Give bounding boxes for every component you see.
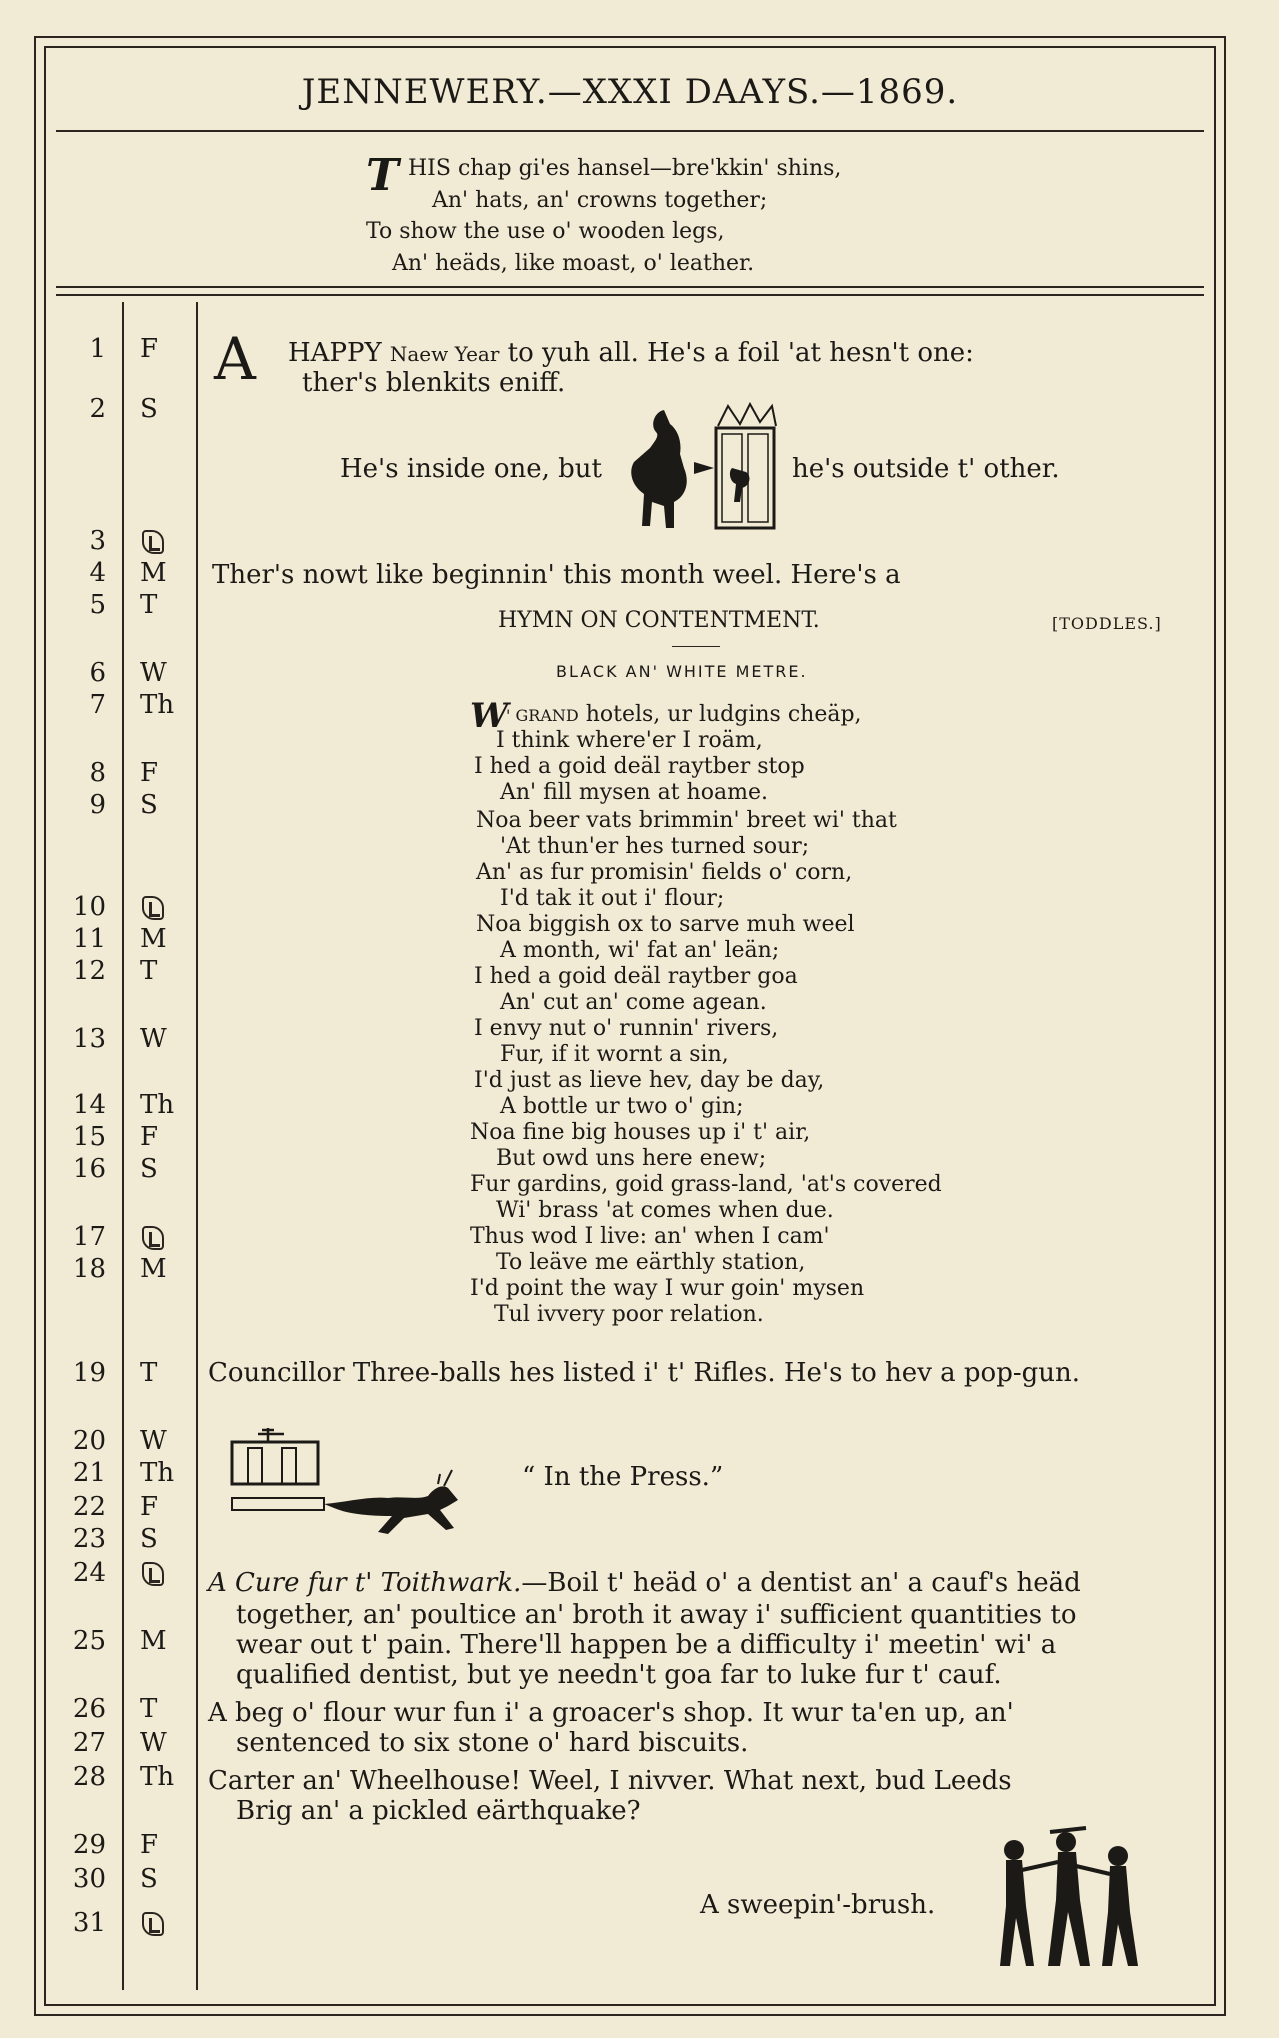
day-number: 1: [89, 334, 106, 364]
sweep-figures-illustration: [986, 1826, 1148, 1976]
verse-drop-cap: T: [366, 150, 399, 201]
page-title: JENNEWERY.—XXXI DAAYS.—1869.: [301, 72, 959, 112]
day-number: 25: [72, 1626, 106, 1656]
day-name: T: [140, 956, 158, 986]
carter-note-2: Brig an' a pickled eärthquake?: [236, 1796, 641, 1826]
day-number: 21: [72, 1458, 106, 1488]
day-number: 8: [89, 758, 106, 788]
header-rule: [56, 130, 1204, 132]
day-name: F: [140, 758, 159, 788]
poem-line: I hed a goid deäl raytber stop: [474, 754, 805, 779]
day-number: 5: [89, 590, 106, 620]
poem-line: I'd just as lieve hev, day be day,: [474, 1068, 825, 1093]
poem-first-line: [506, 702, 862, 727]
day-number: 15: [72, 1122, 106, 1152]
poem-drop-cap: W: [470, 696, 509, 736]
poem-line: I hed a goid deäl raytber goa: [474, 964, 798, 989]
day-name: F: [140, 1492, 159, 1522]
day-name: F: [140, 1122, 159, 1152]
poem-line: But owd uns here enew;: [496, 1146, 767, 1171]
day-number: 4: [89, 558, 106, 588]
sunday-glyph-icon: [142, 1226, 164, 1250]
day-name: Th: [140, 1762, 175, 1792]
poem-line: Fur gardins, goid grass-land, 'at's covered: [470, 1172, 942, 1197]
poem-line: I'd point the way I wur goin' mysen: [470, 1276, 865, 1301]
verse-line: HIS chap gi'es hansel—bre'kkin' shins,: [408, 156, 842, 181]
hymn-title-rule: [672, 646, 720, 647]
poem-line: An' as fur promisin' fields o' corn,: [476, 860, 853, 885]
poem-line: Tul ivvery poor relation.: [494, 1302, 764, 1327]
new-year-happy: HAPPY: [288, 338, 382, 368]
flour-note-2: sentenced to six stone o' hard biscuits.: [236, 1728, 749, 1758]
poem-line: Noa beer vats brimmin' breet wi' that: [476, 808, 897, 833]
day-name: W: [140, 658, 167, 688]
poem-line: I'd tak it out i' flour;: [500, 886, 725, 911]
press-dog-illustration: [228, 1426, 492, 1552]
caption-inside: He's inside one, but: [340, 454, 602, 484]
day-name: M: [140, 1254, 167, 1284]
day-name: M: [140, 1626, 167, 1656]
poem-first-small-caps: ' GRAND: [506, 706, 579, 725]
poem-line: An' fill mysen at hoame.: [500, 780, 768, 805]
councillor-note: Councillor Three-balls hes listed i' t' Rifles. He's to hev a pop-gun.: [208, 1358, 1081, 1388]
new-year-line: [288, 338, 974, 368]
poem-line: Noa fine big houses up i' t' air,: [470, 1120, 811, 1145]
day-name: Th: [140, 1090, 175, 1120]
day-number: 16: [72, 1154, 106, 1184]
poem-line: To leäve me eärthly station,: [496, 1250, 806, 1275]
sunday-glyph-icon: [142, 896, 164, 920]
poem-line: Noa biggish ox to sarve muh weel: [476, 912, 855, 937]
poem-line: Fur, if it wornt a sin,: [500, 1042, 729, 1067]
poem-line: Wi' brass 'at comes when due.: [496, 1198, 834, 1223]
day-number: 18: [72, 1254, 106, 1284]
day-number: 6: [89, 658, 106, 688]
in-the-press: “ In the Press.”: [522, 1462, 724, 1492]
day-name-column-divider: [196, 302, 198, 1990]
poem-line: A bottle ur two o' gin;: [500, 1094, 744, 1119]
day-name: S: [140, 1524, 158, 1554]
cure-line: wear out t' pain. There'll happen be a difficulty i' meetin' wi' a: [236, 1630, 1057, 1660]
day-name: Th: [140, 1458, 175, 1488]
day-number: 11: [72, 924, 106, 954]
sweep-caption: A sweepin'-brush.: [700, 1890, 936, 1920]
day-number: 28: [72, 1762, 106, 1792]
day-number: 9: [89, 790, 106, 820]
day-number: 30: [72, 1864, 106, 1894]
day-name: W: [140, 1426, 167, 1456]
day-number: 17: [72, 1222, 106, 1252]
cat-window-illustration: [624, 402, 788, 534]
day-number: 7: [89, 690, 106, 720]
day-name: S: [140, 394, 158, 424]
day-number: 14: [72, 1090, 106, 1120]
verse-rule-bottom: [56, 294, 1204, 296]
day-number: 2: [89, 394, 106, 424]
day-number: 13: [72, 1024, 106, 1054]
poem-line: I envy nut o' runnin' rivers,: [474, 1016, 779, 1041]
day-name: S: [140, 1154, 158, 1184]
day-name: W: [140, 1024, 167, 1054]
day-name: W: [140, 1728, 167, 1758]
sunday-glyph-icon: [142, 530, 164, 554]
new-year-line-2: ther's blenkits eniff.: [302, 368, 566, 398]
day-name: T: [140, 1694, 158, 1724]
poem-line: Thus wod I live: an' when I cam': [470, 1224, 830, 1249]
verse-line: To show the use o' wooden legs,: [366, 219, 725, 244]
day-number: 19: [72, 1358, 106, 1388]
day-number: 27: [72, 1728, 106, 1758]
sunday-glyph-icon: [142, 1912, 164, 1936]
day-number: 22: [72, 1492, 106, 1522]
verse-line: An' hats, an' crowns together;: [432, 188, 768, 213]
verse-rule-top: [56, 286, 1204, 288]
day-number: 29: [72, 1830, 106, 1860]
new-year-naew-year: Naew Year: [389, 342, 500, 366]
flour-note: A beg o' flour wur fun i' a groacer's shop. It wur ta'en up, an': [208, 1698, 1014, 1728]
day-name: F: [140, 334, 159, 364]
day-number: 31: [72, 1908, 106, 1938]
day-name: T: [140, 590, 158, 620]
cure-title: A Cure fur t' Toithwark.: [208, 1568, 522, 1598]
day-name: S: [140, 790, 158, 820]
day-number: 23: [72, 1524, 106, 1554]
day-name: Th: [140, 690, 175, 720]
sunday-glyph-icon: [142, 1562, 164, 1586]
caption-outside: he's outside t' other.: [792, 454, 1060, 484]
new-year-rest: to yuh all. He's a foil 'at hesn't one:: [507, 338, 974, 368]
poem-first-rest: hotels, ur ludgins cheäp,: [585, 702, 862, 727]
day-number: 12: [72, 956, 106, 986]
cure-rest: —Boil t' heäd o' a dentist an' a cauf's heäd: [521, 1568, 1081, 1598]
hymn-intro: Ther's nowt like beginnin' this month weel. Here's a: [212, 560, 901, 590]
verse-line: An' heäds, like moast, o' leather.: [392, 251, 755, 276]
poem-line: 'At thun'er hes turned sour;: [500, 834, 810, 859]
day-name: M: [140, 924, 167, 954]
poem-line: An' cut an' come agean.: [500, 990, 767, 1015]
day-number: 3: [89, 526, 106, 556]
day-number: 10: [72, 892, 106, 922]
hymn-meter: BLACK AN' WHITE METRE.: [556, 662, 808, 681]
day-name: T: [140, 1358, 158, 1388]
carter-note: Carter an' Wheelhouse! Weel, I nivver. What next, bud Leeds: [208, 1766, 1012, 1796]
day-number: 20: [72, 1426, 106, 1456]
cure-line: [208, 1568, 1081, 1598]
hymn-title: HYMN ON CONTENTMENT.: [498, 608, 820, 633]
poem-line: A month, wi' fat an' leän;: [500, 938, 780, 963]
day-number: 26: [72, 1694, 106, 1724]
paragraph-drop-cap: A: [214, 325, 256, 393]
cure-line: qualified dentist, but ye needn't goa far to luke fur t' cauf.: [236, 1660, 1002, 1690]
hymn-author: [TODDLES.]: [1052, 614, 1162, 633]
day-name: F: [140, 1830, 159, 1860]
poem-line: I think where'er I roäm,: [496, 728, 763, 753]
day-number: 24: [72, 1558, 106, 1588]
day-name: S: [140, 1864, 158, 1894]
cure-line: together, an' poultice an' broth it away i' sufficient quantities to: [236, 1600, 1077, 1630]
day-number-column-divider: [122, 302, 124, 1990]
day-name: M: [140, 558, 167, 588]
